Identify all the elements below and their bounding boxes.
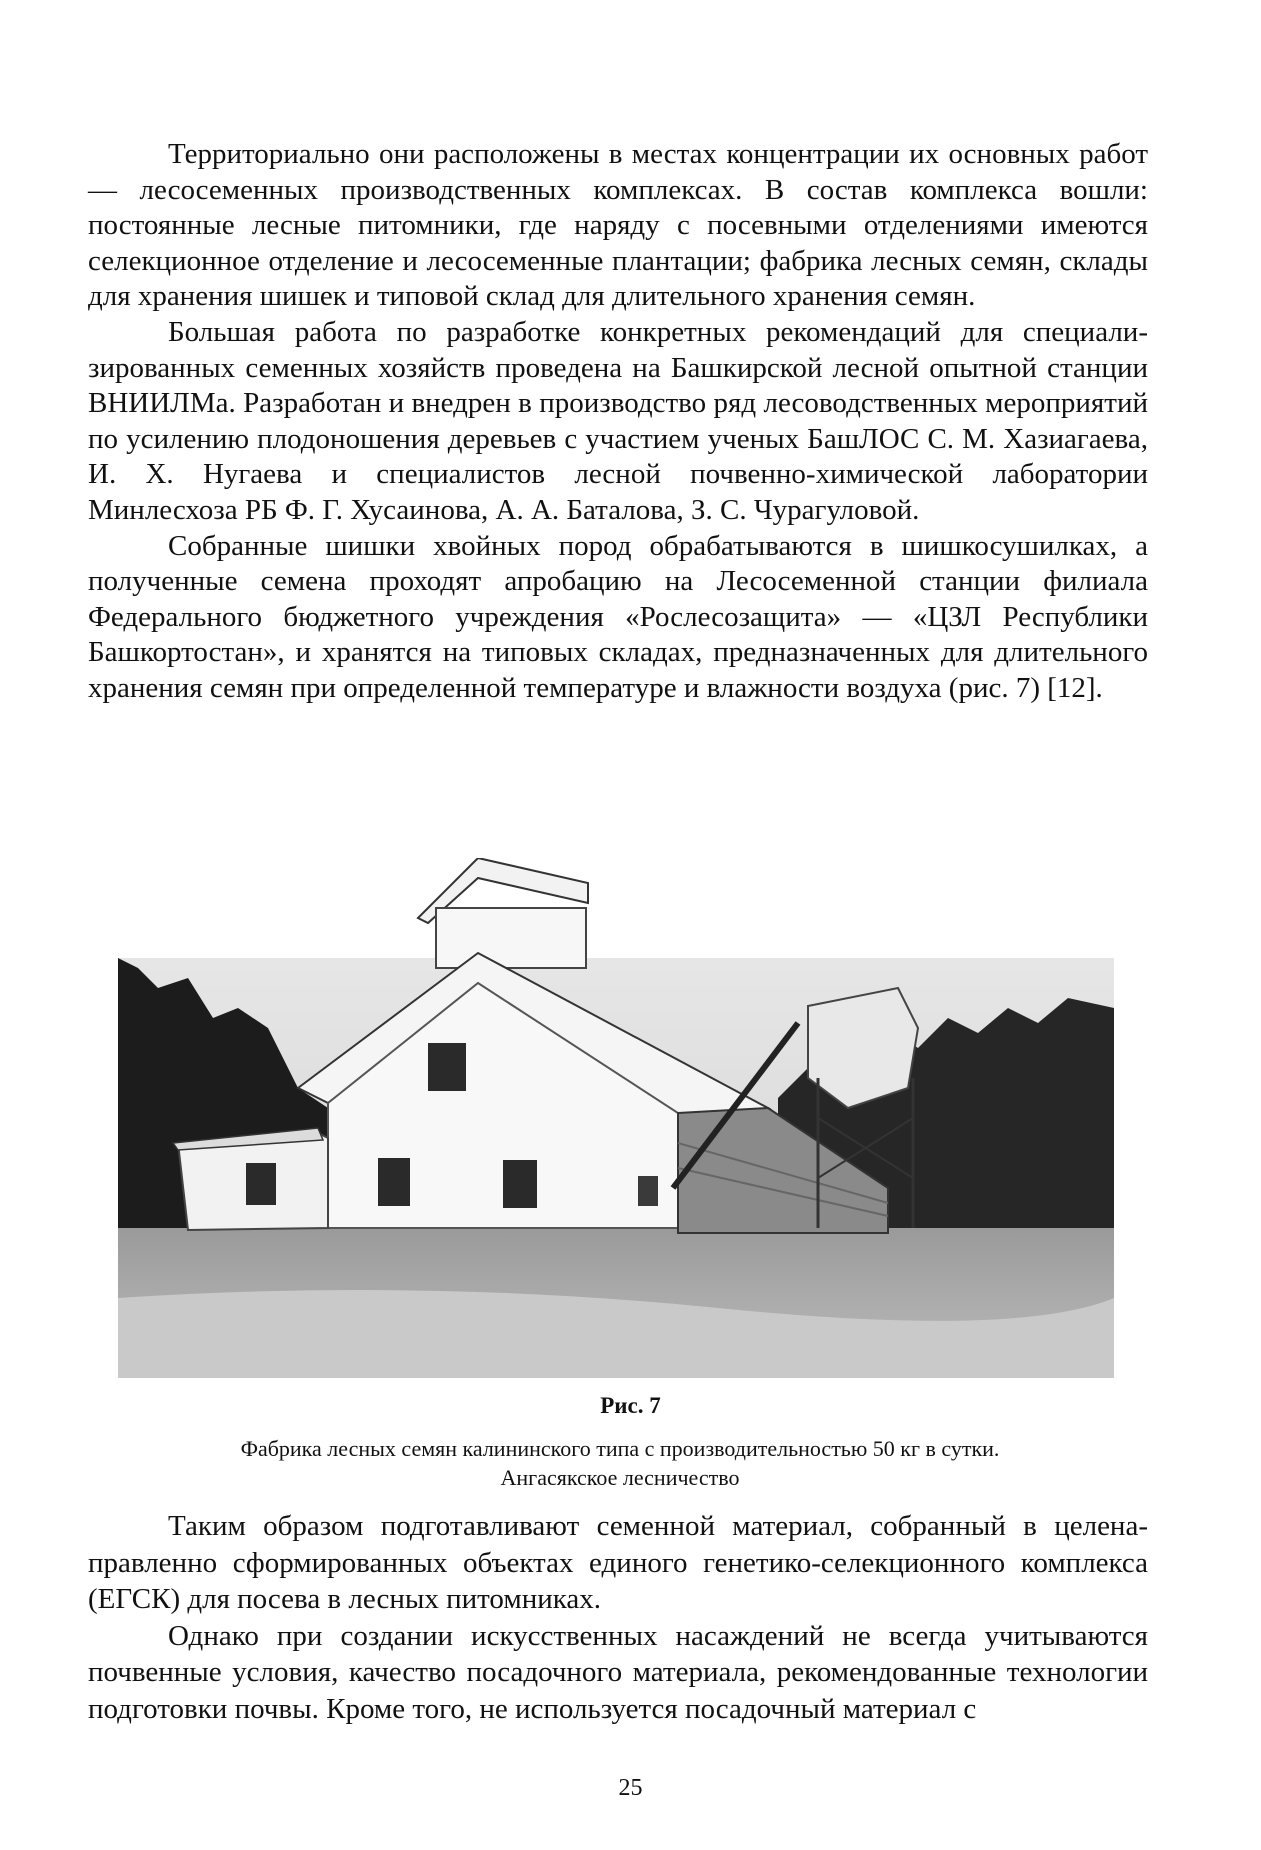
figure-caption-line2: Ангасякское лесничество bbox=[500, 1465, 740, 1490]
figure-photo-seed-factory bbox=[118, 858, 1114, 1378]
body-text-bottom bbox=[88, 1508, 1148, 1727]
figure-caption bbox=[120, 1434, 1120, 1492]
window-lower-left bbox=[378, 1158, 410, 1206]
figure-caption-line1: Фабрика лесных семян калининского типа с производительностью 50 кг в сутки. bbox=[240, 1436, 1000, 1461]
paragraph-conclusion: Таким образом подготавливают семенной материал, собранный в целенаправленно сформированных объектах единого генетико-селекционного комплекса (ЕГСК) для посева в лесных питомниках. bbox=[88, 1510, 1148, 1615]
paragraph-however: Однако при создании искусственных насаждений не всегда учитываются почвенные условия, качество посадочного материала, рекомендованные технологии подготовки почвы. Кроме того, не используется посадочный материал с bbox=[88, 1619, 1148, 1725]
figure-label: Рис. 7 bbox=[600, 1393, 661, 1418]
page-number: 25 bbox=[618, 1775, 643, 1801]
paragraph-recommendations: Большая работа по разработке конкретных рекомендаций для специализированных семенных хозяйств проведена на Башкирской лесной опытной станции ВНИИЛМа. Разработан и внедрен в производство ряд лесоводственных мероприятий по усилению плодоношения деревьев с участием ученых БашЛОС С. М. Хазиагаева, И. Х. Нугаева и специалистов лесной почвенно-химической лаборатории Минлесхоза РБ Ф. Г. Хусаинова, А. А. Баталова, З. С. Чурагуловой. bbox=[88, 315, 1148, 526]
body-text-top bbox=[88, 137, 1148, 707]
seed-factory-photo bbox=[118, 858, 1114, 1378]
silo-tower bbox=[808, 988, 918, 1108]
window-annex bbox=[246, 1163, 276, 1205]
paragraph-territorial: Территориально они расположены в местах концентрации их основных работ — лесосеменных производственных комплексах. В состав комплекса вошли: постоянные лесные питомники, где наряду с посевными отделениями имеются селекционное отделение и лесосеменные плантации; фабрика лесных семян, склады для хранения шишек и типовой склад для длительного хранения семян. bbox=[88, 138, 1148, 313]
paragraph-cones-processing: Собранные шишки хвойных пород обрабатываются в шишкосушилках, а полученные семена проходят апробацию на Лесосеменной станции филиала Федерального бюджетного учреждения «Рослесозащита» — «ЦЗЛ Республики Башкортостан», и хранятся на типовых складах, предназначенных для длительного хранения семян при определенной температуре и влажности воздуха (рис. 7) [12]. bbox=[88, 529, 1148, 704]
window-upper bbox=[428, 1043, 466, 1091]
window-lower-right bbox=[503, 1160, 537, 1208]
